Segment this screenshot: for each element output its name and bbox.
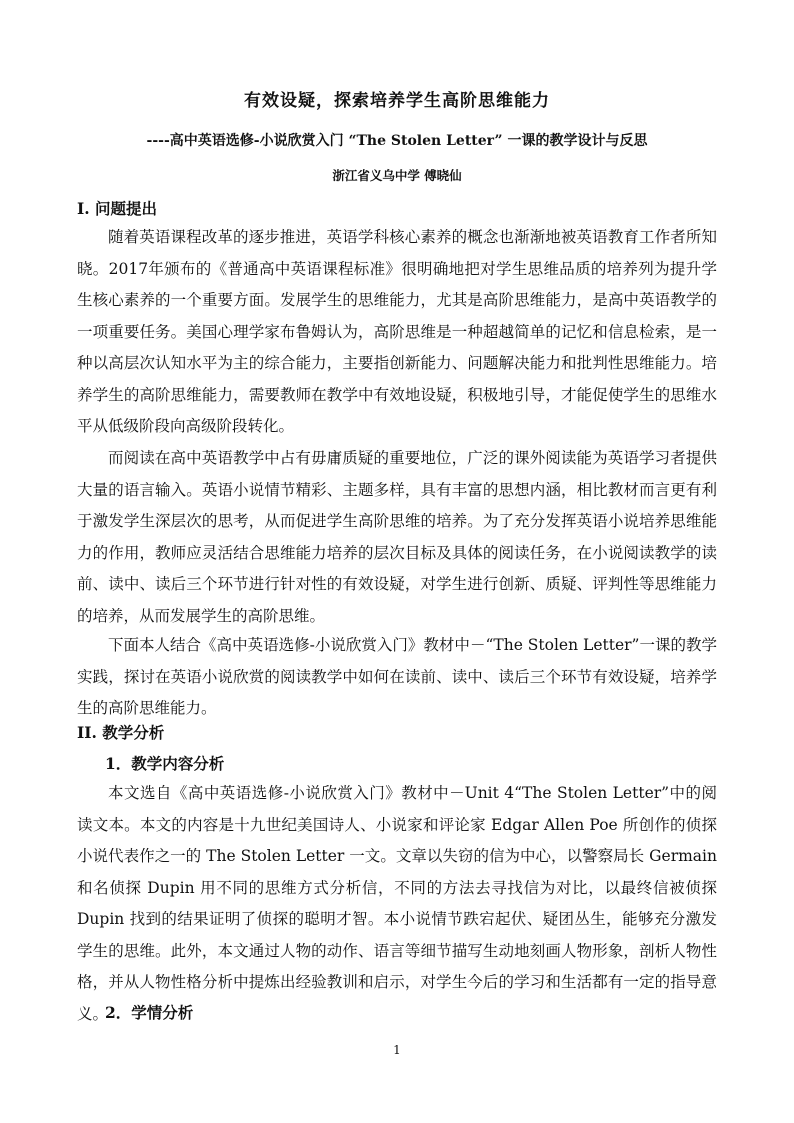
document-subtitle: ----高中英语选修-小说欣赏入门 “The Stolen Letter” 一课的教学设计与反思 — [146, 133, 648, 149]
page-number: 1 — [393, 1043, 401, 1057]
author-line: 浙江省义乌中学 傅晓仙 — [332, 168, 462, 183]
subsection-heading-content: 1．教学内容分析 — [105, 754, 225, 773]
subsection-heading-learners: 2．学情分析 — [105, 1003, 194, 1022]
paragraph-content-analysis: 本文选自《高中英语选修-小说欣赏入门》教材中－Unit 4“The Stolen Letter”中的阅读文本。本文的内容是十九世纪美国诗人、小说家和评论家 Edgar Allen Poe 所创作的侦探小说代表作之一的 The Stolen Letter 一文。文章以失窃的信为中心，以警察局长 Germain 和名侦探 Dupin 用不同的思维方式分析信，不同的方法去寻找信为对比，以最终信被侦探 Dupin 找到的结果证明了侦探的聪明才智。本小说情节跌宕起伏、疑团丛生，能够充分激发学生的思维。此外，本文通过人物的动作、语言等细节描写生动地刻画人物形象，剖析人物性格，并从人物性格分析中提炼出经验教训和启示，对学生今后的学习和生活都有一定的指导意义。 — [77, 784, 717, 1023]
paragraph-intro-3: 下面本人结合《高中英语选修-小说欣赏入门》教材中－“The Stolen Letter”一课的教学实践，探讨在英语小说欣赏的阅读教学中如何在读前、读中、读后三个环节有效设疑，培养学生的高阶思维能力。 — [77, 636, 717, 717]
document-title: 有效设疑，探索培养学生高阶思维能力 — [244, 91, 550, 111]
section-heading-problem: I. 问题提出 — [77, 199, 158, 218]
paragraph-intro-1: 随着英语课程改革的逐步推进，英语学科核心素养的概念也渐渐地被英语教育工作者所知晓。2017年颁布的《普通高中英语课程标准》很明确地把对学生思维品质的培养列为提升学生核心素养的一个重要方面。发展学生的思维能力，尤其是高阶思维能力，是高中英语教学的一项重要任务。美国心理学家布鲁姆认为，高阶思维是一种超越简单的记忆和信息检索，是一种以高层次认知水平为主的综合能力，主要指创新能力、问题解决能力和批判性思维能力。培养学生的高阶思维能力，需要教师在教学中有效地设疑，积极地引导，才能促使学生的思维水平从低级阶段向高级阶段转化。 — [77, 228, 717, 435]
paragraph-intro-2: 而阅读在高中英语教学中占有毋庸质疑的重要地位，广泛的课外阅读能为英语学习者提供大量的语言输入。英语小说情节精彩、主题多样，具有丰富的思想内涵，相比教材而言更有利于激发学生深层次的思考，从而促进学生高阶思维的培养。为了充分发挥英语小说培养思维能力的作用，教师应灵活结合思维能力培养的层次目标及具体的阅读任务，在小说阅读教学的读前、读中、读后三个环节进行针对性的有效设疑，对学生进行创新、质疑、评判性等思维能力的培养，从而发展学生的高阶思维。 — [77, 449, 717, 625]
section-heading-analysis: II. 教学分析 — [77, 723, 165, 742]
